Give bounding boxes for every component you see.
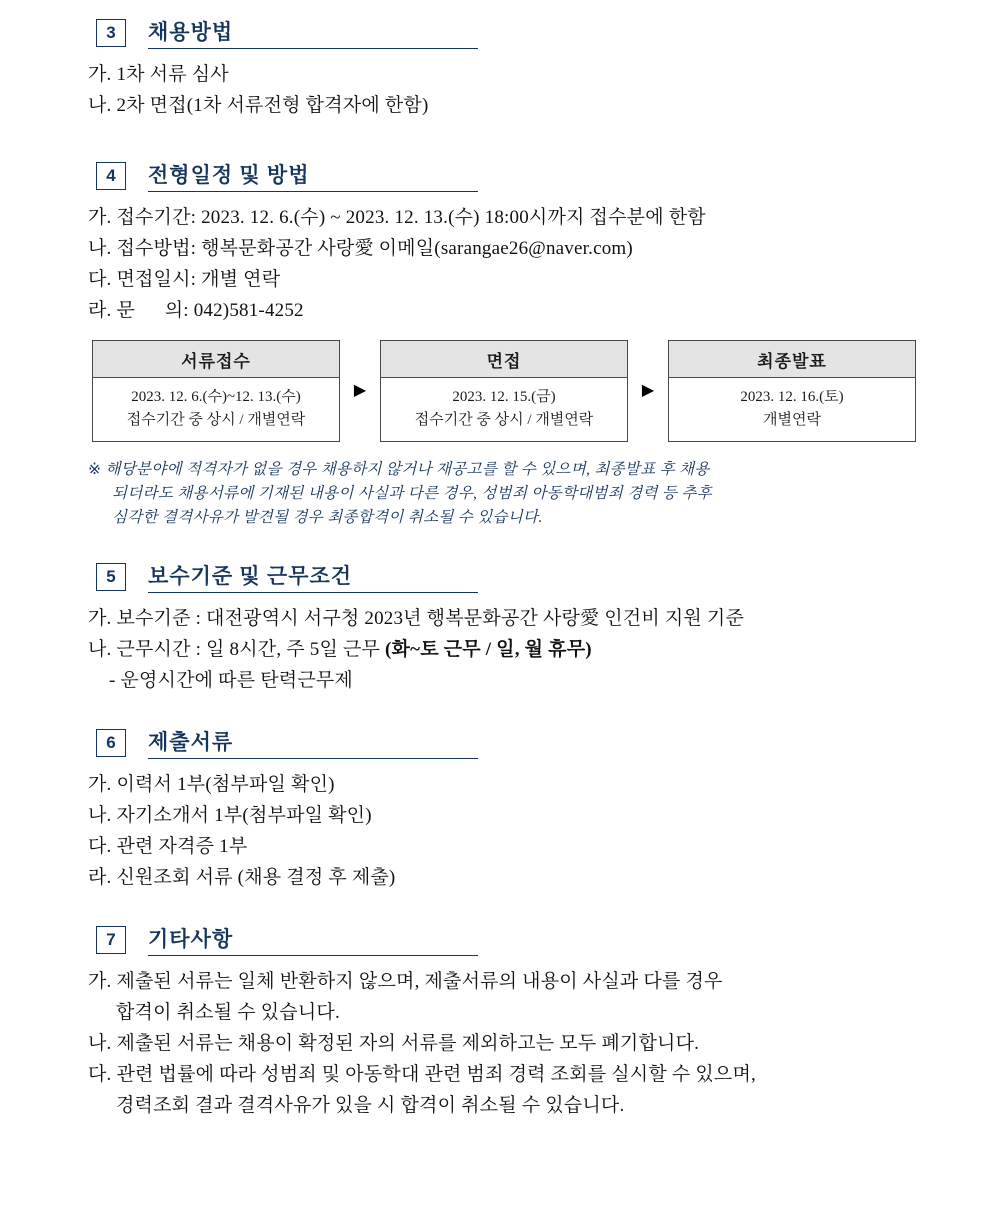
section-5-heading <box>96 560 992 593</box>
schedule-step-2-body <box>381 378 627 441</box>
section-7-line-4: 다. 관련 법률에 따라 성범죄 및 아동학대 관련 범죄 경력 조회를 실시할 수 있으며, <box>88 1064 756 1085</box>
section-3-title: 채용방법 <box>148 20 234 44</box>
section-6-line-4: 라. 신원조회 서류 (채용 결정 후 제출) <box>88 867 396 888</box>
schedule-step-3-line-1: 2023. 12. 16.(토) <box>740 389 844 405</box>
section-7-line-5: 경력조회 결과 결격사유가 있을 시 합격이 취소될 수 있습니다. <box>116 1095 625 1116</box>
asterisk-icon: ※ <box>88 461 102 478</box>
section-3 <box>0 16 992 121</box>
section-6-line-2: 나. 자기소개서 1부(첨부파일 확인) <box>88 805 372 826</box>
caution-note-line-2: 되더라도 채용서류에 기재된 내용이 사실과 다른 경우, 성범죄 아동학대범죄 경력 등 추후 <box>112 485 712 502</box>
schedule-step-2-line-1: 2023. 12. 15.(금) <box>452 389 556 405</box>
section-7-title-underline <box>148 923 478 956</box>
section-6-title-underline <box>148 726 478 759</box>
spacer-4-5 <box>0 530 992 560</box>
schedule-step-2-header: 면접 <box>381 341 627 378</box>
section-5 <box>0 560 992 696</box>
section-5-title: 보수기준 및 근무조건 <box>148 564 353 588</box>
section-7-line-3: 나. 제출된 서류는 채용이 확정된 자의 서류를 제외하고는 모두 폐기합니다. <box>88 1033 700 1054</box>
section-5-line-2: 나. 근무시간 : 일 8시간, 주 5일 근무 (화~토 근무 / 일, 월 휴무) <box>88 639 592 660</box>
section-4-title-underline <box>148 159 478 192</box>
schedule-step-1-line-2: 접수기간 중 상시 / 개별연락 <box>126 412 306 428</box>
caution-note-line-1 <box>88 458 992 482</box>
arrow-right-icon-2: ▶ <box>641 382 655 399</box>
schedule-step-3-body <box>669 378 915 441</box>
section-3-body <box>88 59 992 121</box>
section-4-line-2: 나. 접수방법: 행복문화공간 사랑愛 이메일(sarangae26@naver.com) <box>88 238 633 259</box>
schedule-step-3 <box>668 340 916 442</box>
section-6-line-1: 가. 이력서 1부(첨부파일 확인) <box>88 774 335 795</box>
section-5-line-3: - 운영시간에 따른 탄력근무제 <box>104 670 353 691</box>
section-7-number: 7 <box>96 926 126 954</box>
caution-note-text-1: 해당분야에 적격자가 없을 경우 채용하지 않거나 재공고를 할 수 있으며, 최종발표 후 채용 <box>105 461 710 478</box>
schedule-step-2 <box>380 340 628 442</box>
section-4-line-3: 다. 면접일시: 개별 연락 <box>88 269 281 290</box>
section-4-body <box>88 202 992 326</box>
section-7-line-1: 가. 제출된 서류는 일체 반환하지 않으며, 제출서류의 내용이 사실과 다를 경우 <box>88 971 723 992</box>
section-5-title-underline <box>148 560 478 593</box>
schedule-step-2-line-2: 접수기간 중 상시 / 개별연락 <box>414 412 594 428</box>
section-3-line-2: 나. 2차 면접(1차 서류전형 합격자에 한함) <box>88 95 429 116</box>
section-3-heading <box>96 16 992 49</box>
section-6-heading <box>96 726 992 759</box>
section-7-line-2: 합격이 취소될 수 있습니다. <box>116 1002 340 1023</box>
caution-note <box>88 458 992 530</box>
top-spacer <box>0 0 992 16</box>
section-3-title-underline <box>148 16 478 49</box>
section-6-title: 제출서류 <box>148 730 234 754</box>
section-7-body <box>88 966 992 1121</box>
section-3-line-1: 가. 1차 서류 심사 <box>88 64 229 85</box>
section-6-number: 6 <box>96 729 126 757</box>
section-4-title: 전형일정 및 방법 <box>148 163 310 187</box>
section-7-title: 기타사항 <box>148 927 234 951</box>
section-5-number: 5 <box>96 563 126 591</box>
section-4-line-1: 가. 접수기간: 2023. 12. 6.(수) ~ 2023. 12. 13.(수) 18:00시까지 접수분에 한함 <box>88 207 706 228</box>
section-3-number: 3 <box>96 19 126 47</box>
schedule-step-1-line-1: 2023. 12. 6.(수)~12. 13.(수) <box>131 389 301 405</box>
section-6-body <box>88 769 992 893</box>
section-6-line-3: 다. 관련 자격증 1부 <box>88 836 248 857</box>
spacer-3-4 <box>0 121 992 159</box>
caution-note-line-3: 심각한 결격사유가 발견될 경우 최종합격이 취소될 수 있습니다. <box>112 509 543 526</box>
section-5-line-1: 가. 보수기준 : 대전광역시 서구청 2023년 행복문화공간 사랑愛 인건비 지원 기준 <box>88 608 744 629</box>
section-7 <box>0 923 992 1121</box>
section-4-number: 4 <box>96 162 126 190</box>
section-6 <box>0 726 992 893</box>
spacer-6-7 <box>0 893 992 923</box>
section-4-heading <box>96 159 992 192</box>
schedule-step-3-header: 최종발표 <box>669 341 915 378</box>
spacer-5-6 <box>0 696 992 726</box>
arrow-right-icon-1: ▶ <box>353 382 367 399</box>
section-4 <box>0 159 992 530</box>
schedule-step-1-header: 서류접수 <box>93 341 339 378</box>
schedule-step-1 <box>92 340 340 442</box>
section-7-heading <box>96 923 992 956</box>
section-4-line-4: 라. 문 의: 042)581-4252 <box>88 300 304 321</box>
schedule-step-3-line-2: 개별연락 <box>763 412 821 428</box>
section-5-body <box>88 603 992 696</box>
schedule-flow <box>92 340 992 442</box>
schedule-step-1-body <box>93 378 339 441</box>
